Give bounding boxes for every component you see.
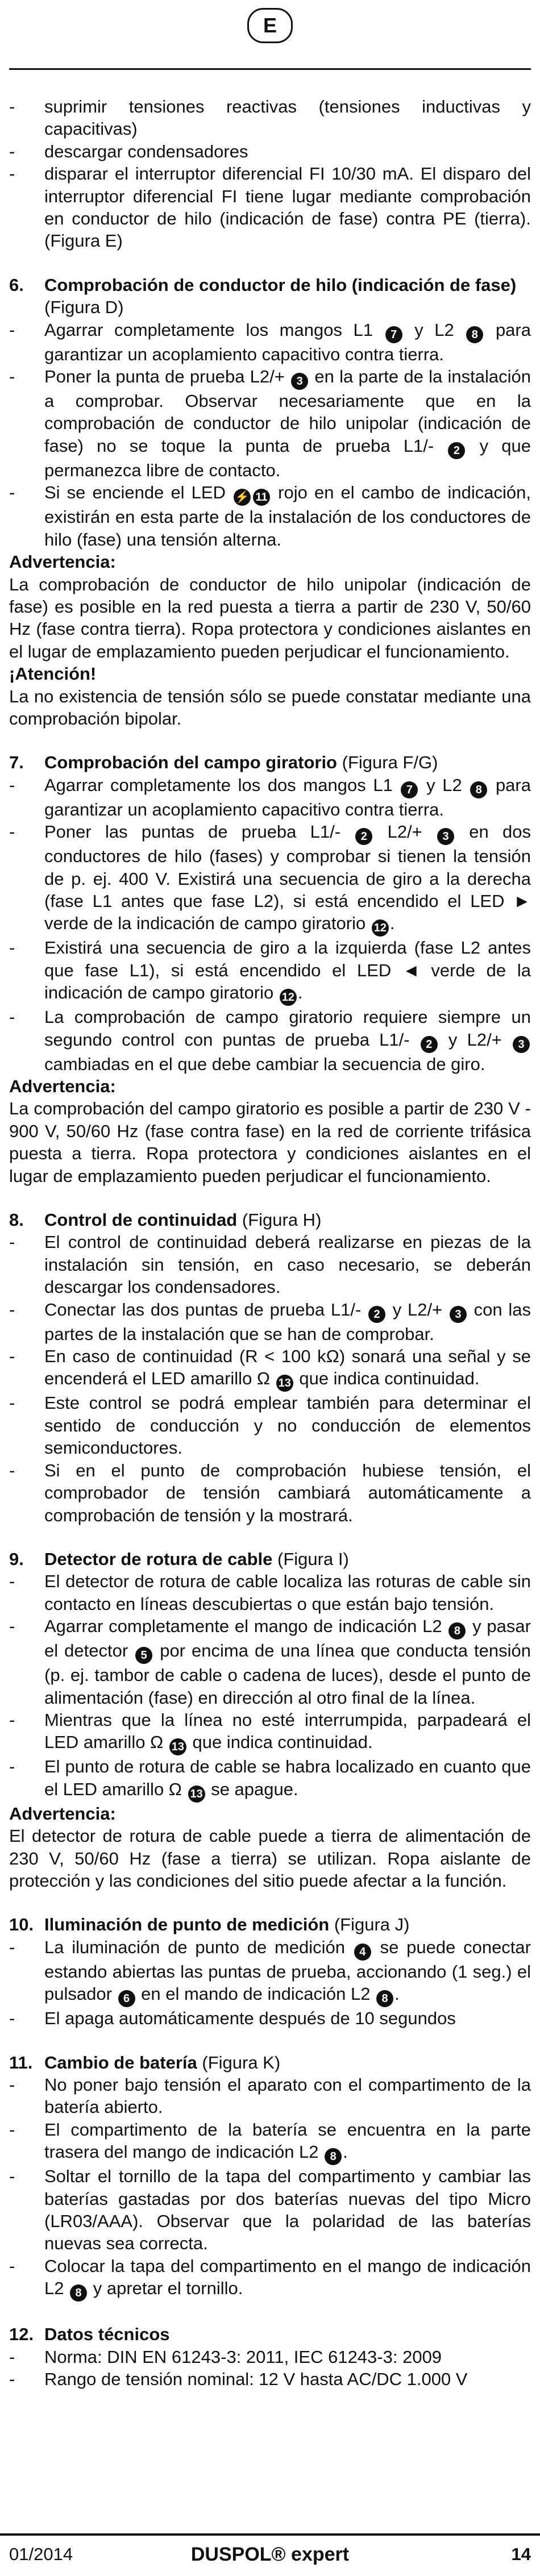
text-run: La comprobación de campo giratorio requiere siempre un segundo control con puntas de prueba L1/- <box>44 1007 531 1050</box>
figure-reference: (Figura F/G) <box>342 752 438 773</box>
list-item <box>9 1392 531 1459</box>
text-run: . <box>394 1984 400 2004</box>
note-text: La comprobación del campo giratorio es posible a partir de 230 V - 900 V, 50/60 Hz (fase contra fase) en la red de corriente trifásica puesta a tierra. Ropa protectora y condiciones aislantes en el lugar de emplazamiento pueden perjudicar el funcionamiento. <box>9 1098 531 1186</box>
section-heading <box>9 1913 531 1936</box>
intro-list <box>9 95 531 252</box>
text-run: y que permanezca libre de contacto. <box>44 435 531 480</box>
section-number: 6. <box>9 274 24 295</box>
list-item <box>9 2346 531 2368</box>
section-title: Comprobación del campo giratorio <box>44 752 337 773</box>
text-run: El control de continuidad deberá realizarse en piezas de la instalación sin tensión, en caso necesario, se deberán descargar los condensadores. <box>44 1232 531 1297</box>
text-run: Poner la punta de prueba L2/+ <box>44 367 290 387</box>
section-list <box>9 774 531 1075</box>
text-run: Mientras que la línea no esté interrumpida, parpadeará el LED amarillo Ω <box>44 1709 531 1753</box>
section-title: Control de continuidad <box>44 1210 238 1230</box>
list-item <box>9 937 531 1006</box>
text-run: y apretar el tornillo. <box>88 2278 243 2299</box>
text-run: Agarrar completamente los dos mangos L1 <box>44 775 400 795</box>
callout-number-icon: 8 <box>325 2148 342 2165</box>
warning-heading: Advertencia: <box>9 1076 116 1096</box>
figure-reference: (Figura D) <box>44 297 124 318</box>
section-title: Iluminación de punto de medición <box>44 1915 330 1935</box>
page-number: 14 <box>511 2544 531 2564</box>
text-run: Norma: DIN EN 61243-3: 2011, IEC 61243-3: 2009 <box>44 2346 442 2367</box>
callout-number-icon: 11 <box>253 489 270 506</box>
section-6 <box>9 274 531 730</box>
figure-reference: (Figura J) <box>334 1915 410 1935</box>
list-item <box>9 2074 531 2119</box>
callout-number-icon: 13 <box>169 1738 186 1755</box>
text-run: en dos conductores de hilo (fases) y comprobar si tienen la tensión de p. ej. 400 V. Existirá una secuencia de giro a la derecha (fase L1 antes que fase L2), si está encendido el LED ► verde de la indicación de campo giratorio <box>44 822 531 934</box>
text-run: Soltar el tornillo de la tapa del compartimento y cambiar las baterías gastadas por dos baterías nuevas del tipo Micro (LR03/AAA). Observar que la polaridad de las baterías nuevas sea correcta. <box>44 2166 531 2254</box>
list-item <box>9 1936 531 2007</box>
footer-brand: DUSPOL® expert <box>190 2544 350 2565</box>
list-item <box>9 1459 531 1526</box>
text-run: El punto de rotura de cable se habra localizado en cuanto que el LED amarillo Ω <box>44 1757 531 1799</box>
text-run: . <box>297 983 303 1003</box>
text-run: para garantizar un acoplamiento capacitivo contra tierra. <box>44 775 531 819</box>
list-item <box>9 1615 531 1709</box>
section-title: Comprobación de conductor de hilo (indicación de fase) <box>44 274 517 295</box>
text-run: En caso de continuidad (R < 100 kΩ) sonará una señal y se encenderá el LED amarillo Ω <box>44 1346 531 1389</box>
text-run: cambiadas en el que debe cambiar la secuencia de giro. <box>44 1054 485 1074</box>
callout-number-icon: 4 <box>354 1944 371 1961</box>
section-number: 8. <box>9 1210 24 1230</box>
section-title: Cambio de batería <box>44 2052 197 2073</box>
section-number: 11. <box>9 2052 33 2073</box>
text-run: Si en el punto de comprobación hubiese tensión, el comprobador de tensión cambiará automáticamente a comprobación de tensión y la mostrará. <box>44 1460 531 1525</box>
section-number: 7. <box>9 752 24 773</box>
callout-number-icon: ⚡ <box>234 489 251 506</box>
figure-reference: (Figura H) <box>242 1210 322 1230</box>
text-run: se apague. <box>206 1779 298 1799</box>
section-title: Datos técnicos <box>44 2324 170 2345</box>
callout-number-icon: 6 <box>118 1990 135 2007</box>
callout-number-icon: 7 <box>401 781 418 798</box>
callout-number-icon: 8 <box>70 2284 87 2302</box>
list-item <box>9 319 531 365</box>
text-run: El compartimento de la batería se encuentra en la parte trasera del mango de indicación L2 <box>44 2119 531 2162</box>
section-title: Detector de rotura de cable <box>44 1549 273 1569</box>
callout-number-icon: 3 <box>437 828 454 845</box>
list-item <box>9 2007 531 2029</box>
callout-number-icon: 8 <box>470 781 487 798</box>
text-run: Agarrar completamente los mangos L1 <box>44 319 384 340</box>
list-item <box>9 1299 531 1345</box>
callout-number-icon: 12 <box>372 919 389 937</box>
text-run: Conectar las dos puntas de prueba L1/- <box>44 1299 368 1320</box>
text-run: en la parte de la instalación a comprobar. Observar necesariamente que en la comprobación de conductor de hilo unipolar (indicación de fase) no se toque la punta de prueba L1/- <box>44 367 531 456</box>
callout-number-icon: 13 <box>276 1375 293 1392</box>
section-list <box>9 1936 531 2030</box>
text-run: rojo en el cambo de indicación, existirán en esta parte de la instalación de los conductores de hilo (fase) una tensión alterna. <box>44 482 531 550</box>
list-item <box>9 365 531 481</box>
section-12 <box>9 2323 531 2390</box>
list-item <box>9 2368 531 2390</box>
section-list <box>9 2346 531 2391</box>
text-run: y L2 <box>403 319 466 340</box>
text-run: y L2 <box>419 775 470 795</box>
list-item <box>9 1755 531 1802</box>
warning-heading: Advertencia: <box>9 552 116 572</box>
list-item <box>9 2165 531 2255</box>
text-run: El detector de rotura de cable localiza las roturas de cable sin contacto en líneas descubiertas o que están bajo tensión. <box>44 1571 531 1614</box>
callout-number-icon: 12 <box>280 989 297 1006</box>
text-run: y L2/+ <box>438 1029 512 1050</box>
text-run: que indica continuidad. <box>187 1732 373 1753</box>
text-run: Poner las puntas de prueba L1/- <box>44 822 355 842</box>
section-list <box>9 1570 531 1802</box>
text-run: por encima de una línea que conducta tensión (p. ej. tambor de cable o cadena de luces), desde el punto de alimentación (fase) en dirección al otro final de la línea. <box>44 1641 531 1708</box>
section-7 <box>9 751 531 1187</box>
text-run: con las partes de la instalación que se han de comprobar. <box>44 1299 531 1344</box>
text-run: y L2/+ <box>387 1299 448 1320</box>
callout-number-icon: 8 <box>466 326 483 343</box>
text-run: Agarrar completamente el mango de indicación L2 <box>44 1616 448 1637</box>
section-number: 12. <box>9 2324 34 2345</box>
callout-number-icon: 13 <box>188 1786 205 1803</box>
list-item <box>9 2119 531 2165</box>
callout-number-icon: 3 <box>291 373 308 390</box>
section-10 <box>9 1913 531 2029</box>
callout-number-icon: 5 <box>135 1647 152 1664</box>
callout-number-icon: 7 <box>385 326 402 343</box>
text-run: que indica continuidad. <box>294 1368 480 1389</box>
text-run: se puede conectar estando abiertas las puntas de prueba, accionando (1 seg.) el pulsador <box>44 1937 531 2004</box>
text-run: para garantizar un acoplamiento capacitivo contra tierra. <box>44 319 531 364</box>
section-list <box>9 2074 531 2302</box>
note-text: La no existencia de tensión sólo se puede constatar mediante una comprobación bipolar. <box>9 686 531 729</box>
section-9 <box>9 1548 531 1892</box>
callout-number-icon: 8 <box>376 1990 393 2007</box>
language-tab: E <box>247 8 293 43</box>
text-run: No poner bajo tensión el aparato con el compartimento de la batería abierto. <box>44 2075 531 2117</box>
callout-number-icon: 3 <box>513 1036 530 1053</box>
text-run: . <box>343 2142 348 2162</box>
list-item <box>9 1006 531 1075</box>
text-run: Existirá una secuencia de giro a la izquierda (fase L2 antes que fase L1), si está encendido el LED ◄ verde de la indicación de campo giratorio <box>44 938 531 1003</box>
section-8 <box>9 1209 531 1526</box>
callout-number-icon: 2 <box>421 1036 438 1053</box>
callout-number-icon: 8 <box>448 1622 466 1639</box>
section-number: 9. <box>9 1549 24 1569</box>
text-run: . <box>389 913 395 934</box>
text-run: y pasar el detector <box>44 1616 531 1661</box>
section-heading <box>9 1209 531 1231</box>
sections-container <box>9 274 531 2391</box>
figure-reference: (Figura K) <box>202 2052 281 2073</box>
warning-heading: ¡Atención! <box>9 664 97 684</box>
note-text: La comprobación de conductor de hilo unipolar (indicación de fase) es posible en la red puesta a tierra a partir de 230 V, 50/60 Hz (fase contra tierra). Ropa protectora y condiciones aislantes en el lugar de emplazamiento pueden perjudicar el funcionamiento. <box>9 574 531 661</box>
text-run: en el mando de indicación L2 <box>136 1984 376 2004</box>
intro-list-item: - suprimir tensiones reactivas (tensiones inductivas y capacitivas) <box>9 95 531 140</box>
callout-number-icon: 2 <box>368 1306 385 1323</box>
intro-list-item: - disparar el interruptor diferencial FI 10/30 mA. El disparo del interruptor diferencial FI tiene lugar mediante comprobación en conductor de hilo (indicación de fase) contra PE (tierra). (Figura E) <box>9 163 531 252</box>
intro-list-item: - descargar condensadores <box>9 140 531 163</box>
callout-number-icon: 2 <box>448 442 465 459</box>
list-item <box>9 2255 531 2302</box>
section-heading <box>9 2051 531 2074</box>
text-run: Este control se podrá emplear también para determinar el sentido de conducción y no conducción de elementos semiconductores. <box>44 1393 531 1458</box>
section-heading <box>9 1548 531 1570</box>
section-heading <box>9 751 531 773</box>
text-run: Rango de tensión nominal: 12 V hasta AC/DC 1.000 V <box>44 2369 468 2390</box>
footer-date: 01/2014 <box>9 2544 73 2564</box>
text-run: Si se enciende el LED <box>44 482 233 503</box>
text-run: El apaga automáticamente después de 10 segundos <box>44 2008 456 2029</box>
note-text: El detector de rotura de cable puede a tierra de alimentación de 230 V, 50/60 Hz (fase a tierra) se utilizan. Ropa aislante de protección y las condiciones del sitio puede afectar a la función. <box>9 1826 531 1891</box>
list-item <box>9 1570 531 1615</box>
section-11 <box>9 2051 531 2302</box>
section-heading <box>9 2323 531 2345</box>
list-item <box>9 1345 531 1392</box>
text-run: La iluminación de punto de medición <box>44 1937 353 1957</box>
list-item <box>9 481 531 551</box>
text-run: L2/+ <box>373 822 437 842</box>
section-heading <box>9 274 531 319</box>
text-run: Colocar la tapa del compartimento en el mango de indicación L2 <box>44 2255 531 2299</box>
section-list <box>9 1231 531 1526</box>
callout-number-icon: 2 <box>355 828 372 845</box>
list-item <box>9 1231 531 1298</box>
list-item <box>9 1709 531 1755</box>
callout-number-icon: 3 <box>450 1306 467 1323</box>
list-item <box>9 821 531 937</box>
warning-heading: Advertencia: <box>9 1803 116 1824</box>
figure-reference: (Figura I) <box>277 1549 349 1569</box>
footer-rule <box>0 2533 540 2536</box>
section-list <box>9 319 531 551</box>
section-number: 10. <box>9 1915 34 1935</box>
list-item <box>9 774 531 821</box>
footer <box>9 2540 531 2569</box>
